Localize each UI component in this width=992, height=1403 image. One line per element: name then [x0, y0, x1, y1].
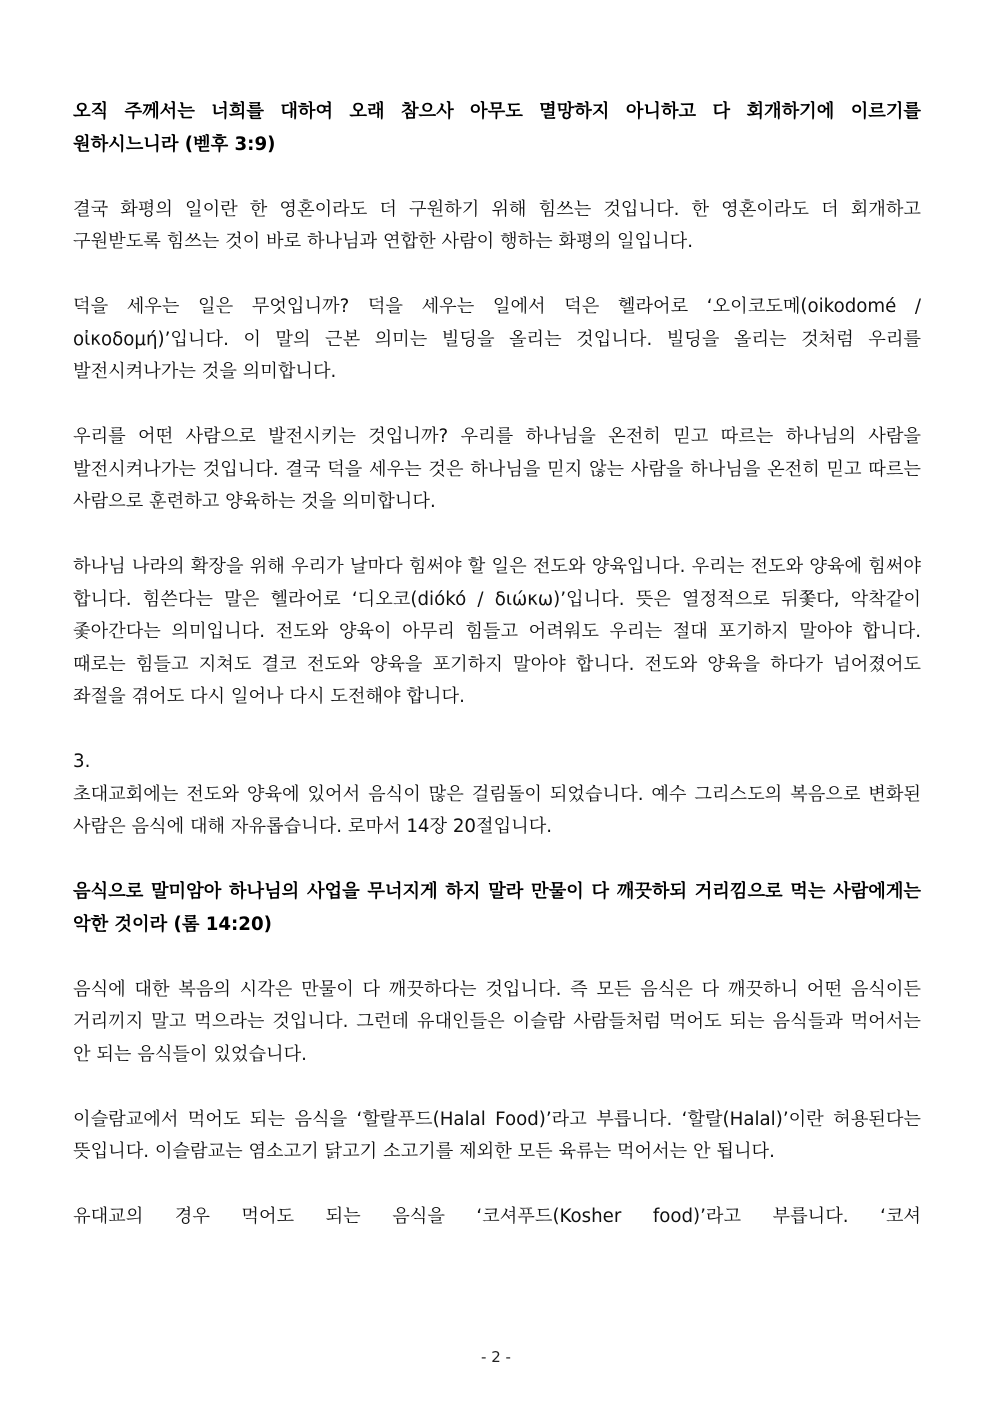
paragraph-peace-work: 결국 화평의 일이란 한 영혼이라도 더 구원하기 위해 힘쓰는 것입니다. 한 영혼이라도 더 회개하고 구원받도록 힘쓰는 것이 바로 하나님과 연합한 사람이 행하는 화평의 일입니다. — [73, 198, 921, 252]
paragraph-gospel-food-view: 음식에 대한 복음의 시각은 만물이 다 깨끗하다는 것입니다. 즉 모든 음식은 다 깨끗하니 어떤 음식이든 거리끼지 말고 먹으라는 것입니다. 그런데 유대인들은 이슬람 사람들처럼 먹어도 되는 음식들과 먹어서는 안 되는 음식들이 있었습니다. — [73, 978, 921, 1065]
paragraph-develop-people: 우리를 어떤 사람으로 발전시키는 것입니까? 우리를 하나님을 온전히 믿고 따르는 하나님의 사람을 발전시켜나가는 것입니다. 결국 덕을 세우는 것은 하나님을 믿지 않는 사람을 하나님을 온전히 믿고 따르는 사람으로 훈련하고 양육하는 것을 의미합니다. — [73, 426, 921, 512]
bible-verse-2: 음식으로 말미암아 하나님의 사업을 무너지게 하지 말라 만물이 다 깨끗하되 거리낌으로 먹는 사람에게는 악한 것이라 (롬 14:20) — [73, 881, 921, 935]
paragraph-kosher: 유대교의 경우 먹어도 되는 음식을 ‘코셔푸드(Kosher food)’라고 부릅니다. ‘코셔 — [73, 1206, 921, 1227]
paragraph-early-church-food: 초대교회에는 전도와 양육에 있어서 음식이 많은 걸림돌이 되었습니다. 예수 그리스도의 복음으로 변화된 사람은 음식에 대해 자유롭습니다. 로마서 14장 20절입니다. — [73, 783, 921, 837]
paragraph-edification: 덕을 세우는 일은 무엇입니까? 덕을 세우는 일에서 덕은 헬라어로 ‘오이코도메(oikodomé / οἰκοδομή)’입니다. 이 말의 근본 의미는 빌딩을 올리는 것입니다. 빌딩을 올리는 것처럼 우리를 발전시켜나가는 것을 의미합니다. — [73, 296, 921, 382]
bible-verse-1: 오직 주께서는 너희를 대하여 오래 참으사 아무도 멸망하지 아니하고 다 회개하기에 이르기를 원하시느니라 (벧후 3:9) — [73, 101, 921, 155]
page-number: - 2 - — [481, 1348, 511, 1366]
section-number: 3. — [73, 751, 91, 772]
document-body — [73, 96, 921, 1266]
paragraph-halal: 이슬람교에서 먹어도 되는 음식을 ‘할랄푸드(Halal Food)’라고 부릅니다. ‘할랄(Halal)’이란 허용된다는 뜻입니다. 이슬람교는 염소고기 닭고기 소고기를 제외한 모든 육류는 먹어서는 안 됩니다. — [73, 1108, 921, 1162]
paragraph-evangelism: 하나님 나라의 확장을 위해 우리가 날마다 힘써야 할 일은 전도와 양육입니다. 우리는 전도와 양육에 힘써야 합니다. 힘쓴다는 말은 헬라어로 ‘디오코(diókó / διώκω)’입니다. 뜻은 열정적으로 뒤쫓다, 악착같이 좇아간다는 의미입니다. 전도와 양육이 아무리 힘들고 어려워도 우리는 절대 포기하지 말아야 합니다. 때로는 힘들고 지쳐도 결코 전도와 양육을 포기하지 말아야 합니다. 전도와 양육을 하다가 넘어졌어도 좌절을 겪어도 다시 일어나 다시 도전해야 합니다. — [73, 556, 921, 707]
